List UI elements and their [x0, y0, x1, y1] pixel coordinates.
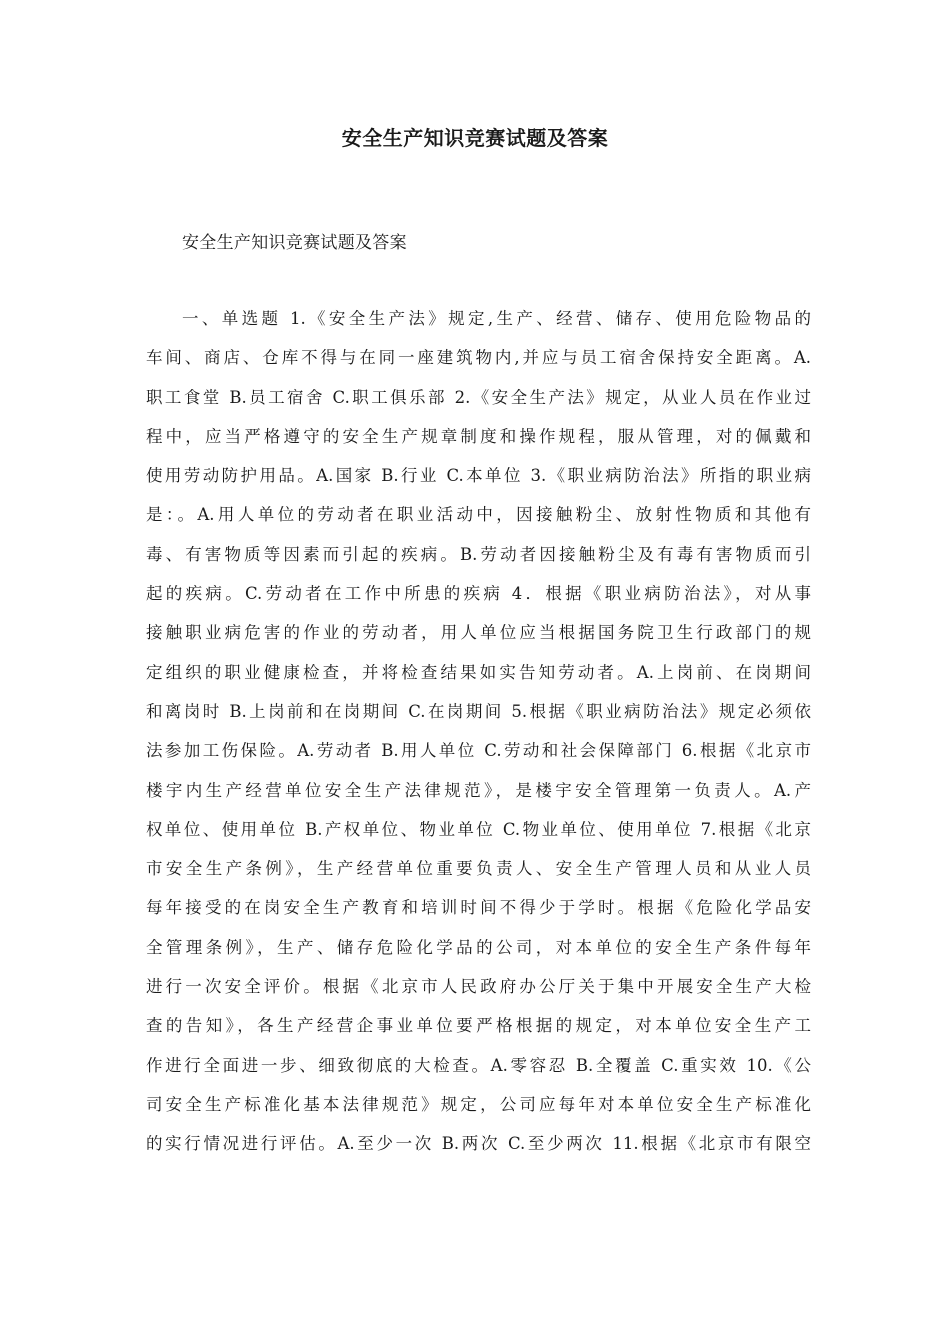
body-line: 是：。A.用人单位的劳动者在职业活动中，因接触粉尘、放射性物质和其他有 [146, 505, 811, 525]
body-line: 每年接受的在岗安全生产教育和培训时间不得少于学时。根据《危险化学品安 [146, 898, 811, 918]
body-line: 职工食堂 B.员工宿舍 C.职工俱乐部 2.《安全生产法》规定，从业人员在作业过 [146, 387, 811, 407]
body-line: 权单位、使用单位 B.产权单位、物业单位 C.物业单位、使用单位 7.根据《北京 [146, 819, 811, 839]
body-line: 程中，应当严格遵守的安全生产规章制度和操作规程，服从管理，对的佩戴和 [146, 426, 811, 446]
body-line: 进行一次安全评价。根据《北京市人民政府办公厅关于集中开展安全生产大检 [146, 977, 811, 997]
body-line: 法参加工伤保险。A.劳动者 B.用人单位 C.劳动和社会保障部门 6.根据《北京市 [146, 741, 811, 761]
document-title: 安全生产知识竞赛试题及答案 [341, 126, 609, 150]
body-line: 查的告知》，各生产经营企事业单位要严格根据的规定，对本单位安全生产工 [146, 1016, 811, 1036]
body-line: 全管理条例》，生产、储存危险化学品的公司，对本单位的安全生产条件每年 [146, 937, 811, 957]
body-line: 楼宇内生产经营单位安全生产法律规范》，是楼宇安全管理第一负责人。A.产 [146, 780, 811, 800]
body-line: 市安全生产条例》，生产经营单位重要负责人、安全生产管理人员和从业人员 [146, 859, 811, 879]
body-line: 的实行情况进行评估。A.至少一次 B.两次 C.至少两次 11.根据《北京市有限空 [146, 1134, 811, 1154]
body-line: 司安全生产标准化基本法律规范》规定，公司应每年对本单位安全生产标准化 [146, 1094, 811, 1114]
body-line: 一、单选题 1.《安全生产法》规定,生产、经营、储存、使用危险物品的 [182, 309, 811, 328]
body-line: 接触职业病危害的作业的劳动者，用人单位应当根据国务院卫生行政部门的规 [146, 623, 811, 643]
body-line: 作进行全面进一步、细致彻底的大检查。A.零容忍 B.全覆盖 C.重实效 10.《公 [146, 1055, 811, 1075]
document-body [146, 299, 811, 1164]
body-line: 定组织的职业健康检查，并将检查结果如实告知劳动者。A.上岗前、在岗期间 [146, 662, 811, 682]
body-line: 使用劳动防护用品。A.国家 B.行业 C.本单位 3.《职业病防治法》所指的职业病 [146, 466, 811, 486]
body-line: 和离岗时 B.上岗前和在岗期间 C.在岗期间 5.根据《职业病防治法》规定必须依 [146, 701, 811, 721]
body-line: 起的疾病。C.劳动者在工作中所患的疾病 4．根据《职业病防治法》，对从事 [146, 584, 811, 604]
body-line: 车间、商店、仓库不得与在同一座建筑物内,并应与员工宿舍保持安全距离。A. [146, 348, 811, 368]
body-line: 毒、有害物质等因素而引起的疾病。B.劳动者因接触粉尘及有毒有害物质而引 [146, 544, 811, 564]
document-subtitle: 安全生产知识竞赛试题及答案 [182, 233, 407, 253]
